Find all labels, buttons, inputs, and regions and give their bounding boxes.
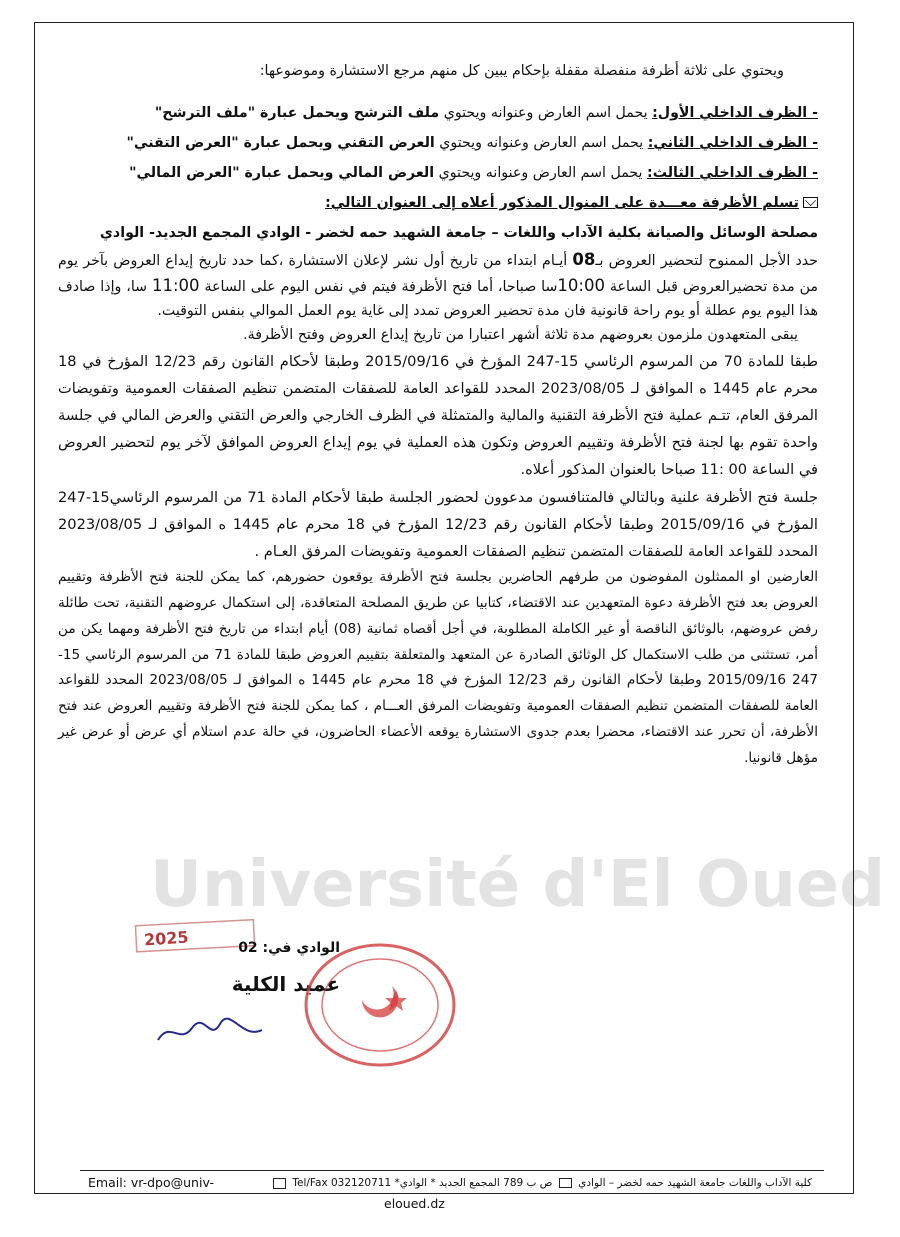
document-body xyxy=(58,60,818,772)
deadline-text-c: سا صباحا، أما فتح الأظرفة فيتم في نفس اليوم على الساعة xyxy=(199,278,558,295)
envelope-text: يحمل اسم العارض وعنوانه ويحتوي xyxy=(439,104,653,121)
footer-po-box: ص ب 789 المجمع الجديد * الوادي* xyxy=(394,1177,553,1189)
validity-paragraph: يبقى المتعهدون ملزمون بعروضهم مدة ثلاثة أشهر اعتبارا من تاريخ إيداع العروض وفتح الأظرفة. xyxy=(243,326,798,343)
date-stamp-frame xyxy=(120,905,260,965)
handwritten-signature xyxy=(150,1010,270,1050)
envelope-item-3 xyxy=(58,158,818,188)
footer-address: كلية الآداب واللغات جامعة الشهيد حمه لخضر – الوادي xyxy=(578,1177,812,1189)
stamp-year: 2025 xyxy=(143,927,190,950)
envelope-label: - الظرف الداخلي الثالث: xyxy=(647,164,818,181)
intro-paragraph: ويحتوي على ثلاثة أظرفة منفصلة مقفلة بإحكام يبين كل منهم مرجع الاستشارة وموضوعها: xyxy=(259,63,784,79)
opening-paragraph: طبقا للمادة 70 من المرسوم الرئاسي 15-247 المؤرخ في 2015/09/16 وطبقا لأحكام القانون رقم 12/23 المؤرخ في 18 محرم عام 1445 ه الموافق لـ 2023/08/05 المحدد للقواعد العامة للصفقات المتضمن تنظيم الصفقات العمومية وتفويضات المرفق العام، تتـم عملية فتح الأظرفة التقنية والمالية والمتمثلة في الظرف الخارجي والعرض التقني والعرض المالي في جلسة واحدة تقوم بها لجنة فتح الأظرفة وتقييم العروض وتكون هذه العملية في يوم إيداع العروض الموافق لآخر يوم لتحضير العروض في الساعة 00 :11 صباحا بالعنوان المذكور أعلاه. xyxy=(58,352,819,479)
attendance-paragraph: العارضين او الممثلون المفوضون من طرفهم الحاضرين بجلسة فتح الأظرفة يوقعون حضورهم، كما يمكن للجنة فتح الأظرفة وتقييم العروض بعد فتح الأظرفة دعوة المتعهدين عند الاقتضاء، كتابيا عن طريق المصلحة المتعاقدة، إلى استكمال عروضهم التقنية، تحت طائلة رفض عروضهم، بالوثائق الناقصة أو غير الكاملة المطلوبة، في أجل أقصاه ثمانية (08) أيام ابتداء من تاريخ فتح الأظرفة ومهما يكن من أمر، تستثنى من طلب الاستكمال كل الوثائق الصادرة عن المتعهد والمتعلقة بتقييم العروض طبقا للمادة 71 من المرسوم الرئاسي 15-247 2015/09/16 وطبقا لأحكام القانون رقم 12/23 المؤرخ في 18 محرم عام 1445 ه الموافق لـ 2023/08/05 المحدد للقواعد العامة للصفقات المتضمن تنظيم الصفقات العمومية وتفويضات المرفق العـــام ، كما يمكن للجنة فتح الأظرفة وتقييم العروض عند فتح الأظرفة، أن تحرر عند الاقتضاء، محضرا بعدم جدوى الاستشارة يوقعه الأعضاء الحاضرون، في حالة عدم استلام أي عرض أو عرض غير مؤهل قانونيا. xyxy=(58,569,818,766)
envelope-label: - الظرف الداخلي الثاني: xyxy=(647,134,818,151)
footer xyxy=(88,1175,812,1191)
envelope-icon xyxy=(803,197,818,208)
envelope-item-2 xyxy=(58,128,818,158)
fax-icon xyxy=(273,1178,286,1189)
envelope-bold: العرض التقني ويحمل عبارة "العرض التقني" xyxy=(126,134,435,151)
deadline-text-b: أيـام ابتداء من تاريخ أول نشر لإعلان الاستشارة ،كما حدد تاريخ إيداع العروض بآخر يوم من مدة تحضيرالعروض قبل الساعة xyxy=(58,252,818,295)
university-watermark: Université d'El Oued xyxy=(150,848,885,922)
date-stamp xyxy=(120,905,260,965)
envelope-text: يحمل اسم العارض وعنوانه ويحتوي xyxy=(434,134,648,151)
delivery-heading xyxy=(58,188,818,218)
deadline-text-a: حدد الأجل الممنوح لتحضير العروض بـ xyxy=(595,252,818,269)
envelope-bold: ملف الترشح ويحمل عبارة "ملف الترشح" xyxy=(154,104,440,121)
delivery-text: تسلم الأظرفة معـــدة على المنوال المذكور أعلاه إلى العنوان التالي: xyxy=(325,194,799,211)
mail-icon xyxy=(559,1178,572,1188)
deadline-paragraph xyxy=(58,248,818,324)
deadline-days: 08 xyxy=(572,249,596,269)
envelope-bold: العرض المالي ويحمل عبارة "العرض المالي" xyxy=(129,164,435,181)
public-session-paragraph: جلسة فتح الأظرفة علنية وبالتالي فالمتنافسون مدعوون لحضور الجلسة طبقا لأحكام المادة 71 من المرسوم الرئاسي15-247 المؤرخ في 2015/09/16 وطبقا لأحكام القانون رقم 12/23 المؤرخ في 18 محرم عام 1445 ه الموافق لـ 2023/08/05 المحدد للقواعد العامة للصفقات المتضمن تنظيم الصفقات العمومية وتفويضات المرفق العـام . xyxy=(58,488,818,560)
footer-email: Email: vr-dpo@univ- xyxy=(88,1175,215,1190)
dean-title: عميد الكلية xyxy=(231,972,340,996)
footer-tel: Tel/Fax 032120711 xyxy=(292,1177,392,1189)
envelope-text: يحمل اسم العارض وعنوانه ويحتوي xyxy=(434,164,648,181)
footer-domain: eloued.dz xyxy=(384,1196,445,1211)
delivery-address: مصلحة الوسائل والصيانة بكلية الآداب واللغات – جامعة الشهيد حمه لخضر - الوادي المجمع الجديد- الوادي xyxy=(99,224,818,241)
deadline-text-d: سا، وإذا صادف هذا اليوم يوم عطلة أو يوم راحة قانونية فان مدة تحضير العروض تمدد إلى غاية يوم العمل الموالي بنفس التوقيت. xyxy=(58,278,818,319)
envelope-item-1 xyxy=(58,98,818,128)
deposit-time: 10:00 xyxy=(557,275,605,295)
official-seal xyxy=(300,940,460,1070)
footer-divider xyxy=(80,1170,824,1171)
envelope-label: - الظرف الداخلي الأول: xyxy=(652,104,818,121)
opening-time: 11:00 xyxy=(152,275,200,295)
signature-place-date: الوادي في: 02 xyxy=(238,940,340,956)
